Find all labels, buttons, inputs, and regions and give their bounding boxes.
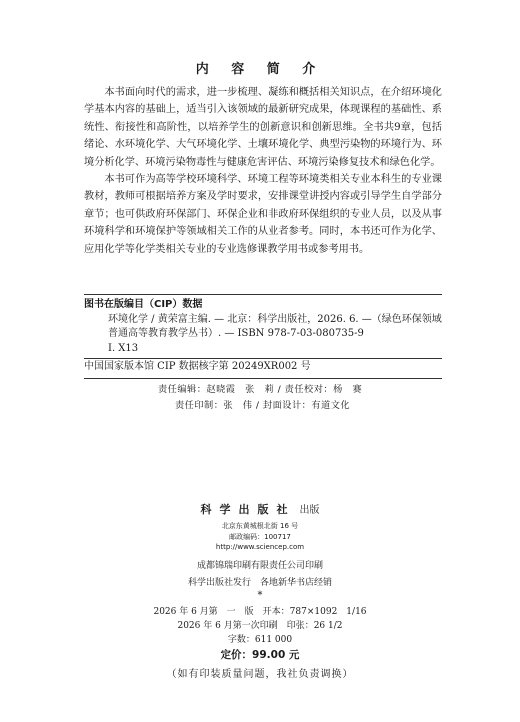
cip-data-block: [84, 294, 442, 379]
publisher-line: [0, 498, 520, 517]
summary-paragraph-2: 本书可作为高等学校环境科学、环境工程等环境类相关专业本科生的专业课教材，教师可根据培养方案及学时要求，安排课堂讲授内容或引导学生自学部分章节；也可供政府环保部门、环保企业和非政府环保组织的专业人员，以及从事环境科学和环境保护等领域相关工作的从业者参考。同时，本书还可作为化学、应用化学等化学类相关专业的专业选修课教学用书或参考用书。: [84, 174, 442, 255]
cip-approval-number: 中国国家版本馆 CIP 数据核字第 20249XR002 号: [84, 358, 442, 375]
page-title: 内 容 简 介: [195, 62, 325, 77]
publisher-suffix: 出版: [299, 505, 320, 516]
summary-section: [84, 84, 442, 258]
cip-catalog-entry: 环境化学 / 黄荣富主编. — 北京：科学出版社，2026. 6. —（绿色环保领域普通高等教育教学丛书）. — ISBN 978-7-03-080735-9: [108, 313, 442, 340]
word-count: 字数：611 000: [227, 635, 293, 645]
publisher-address: 北京东黄城根北街 16 号: [221, 522, 299, 530]
publisher-postcode: 邮政编码：100717: [229, 533, 291, 541]
printer-line: 成都锦瑞印刷有限责任公司印刷: [196, 561, 323, 571]
separator-star: *: [257, 590, 263, 601]
price: 定价：99.00 元: [220, 649, 300, 661]
editor-credits: 责任编辑：赵晓霞 张 莉 / 责任校对：杨 赛: [158, 384, 363, 395]
quality-notice: （如有印装质量问题，我社负责调换）: [166, 669, 354, 680]
cip-classification: Ⅰ. X13: [108, 342, 139, 354]
edition-line: 2026 年 6 月第 一 版 开本：787×1092 1/16: [153, 607, 367, 617]
summary-paragraph-1: 本书面向时代的需求，进一步梳理、凝练和概括相关知识点，在介绍环境化学基本内容的基础上，适当引入该领域的最新研究成果，体现课程的基础性、系统性、衔接性和高阶性，以培养学生的创新意识和创新思维。全书共9章，包括绪论、水环境化学、大气环境化学、土壤环境化学、典型污染物的环境行为、环境分析化学、环境污染物毒性与健康危害评估、环境污染修复技术和绿色化学。: [84, 87, 442, 168]
printing-line: 2026 年 6 月第一次印刷 印张：26 1/2: [177, 621, 343, 631]
publisher-url: http://www.sciencep.com: [215, 543, 305, 551]
production-credits: 责任印制：张 伟 / 封面设计：有道文化: [175, 400, 351, 411]
publisher-name: 科学出版社: [200, 503, 296, 516]
cip-heading: 图书在版编目（CIP）数据: [84, 299, 203, 310]
distribution-line: 科学出版社发行 各地新华书店经销: [187, 578, 332, 588]
